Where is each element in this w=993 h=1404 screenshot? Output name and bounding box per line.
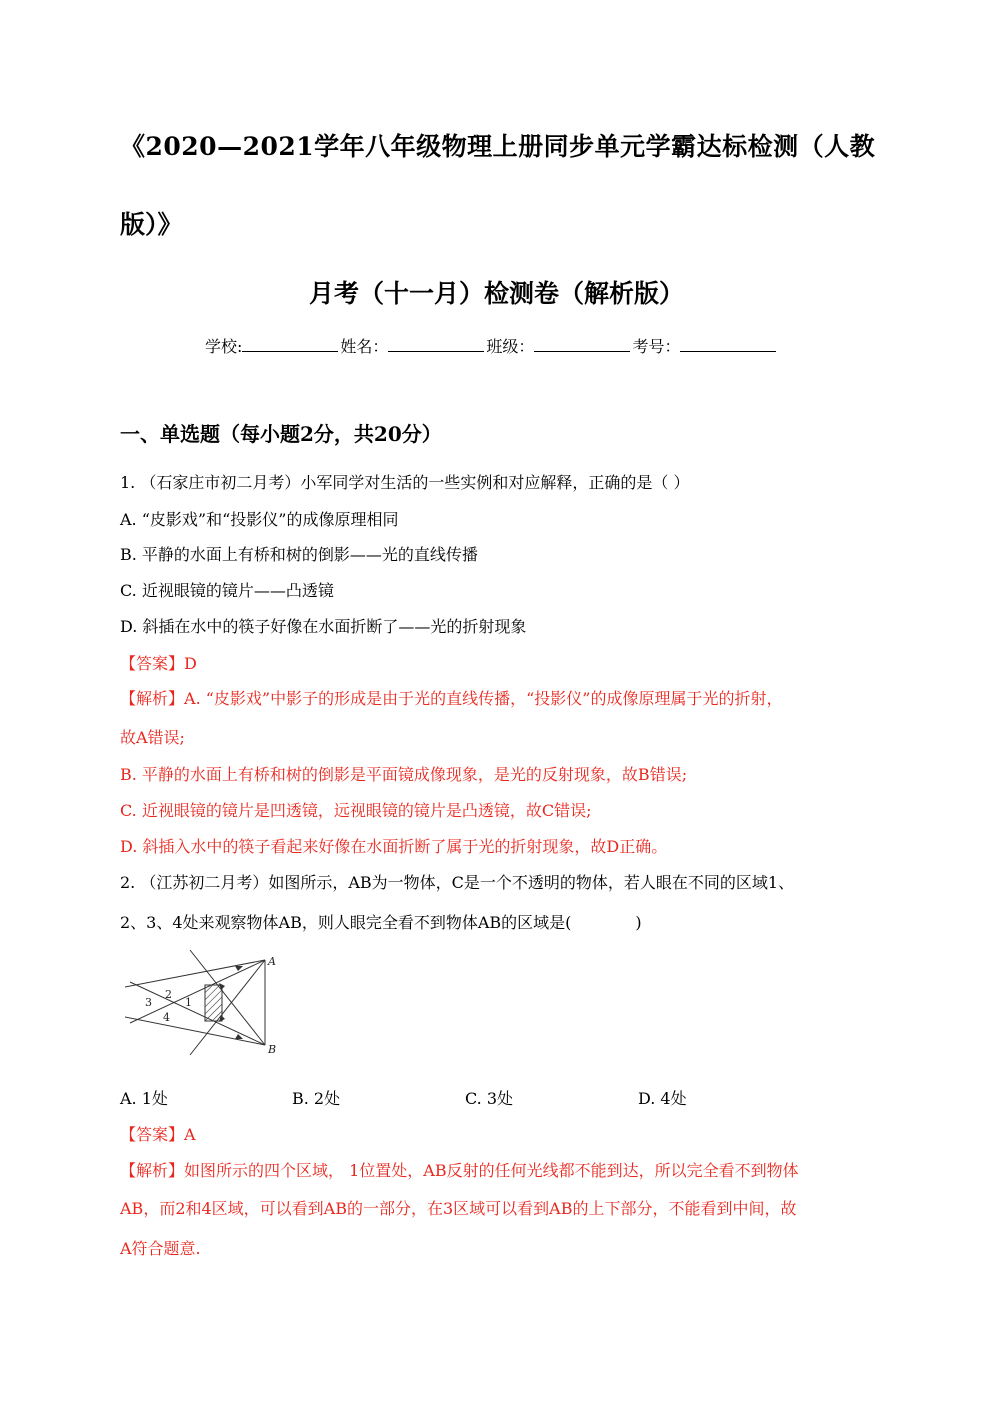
analysis-label: 【解析】	[120, 689, 185, 708]
arrowhead-2	[235, 1034, 243, 1039]
info-fields	[205, 334, 778, 357]
q1-analysis-1	[120, 686, 782, 709]
q2-stem-2-text: 2、3、4处来观察物体AB，则人眼完全看不到物体AB的区域是(	[120, 913, 572, 932]
q2-option-d: D. 4处	[638, 1089, 687, 1108]
q2-stem-1: 2. （江苏初二月考）如图所示，AB为一物体，C是一个不透明的物体，若人眼在不同的区域1、	[120, 873, 795, 892]
exam-subtitle: 月考（十一月）检测卷（解析版）	[308, 279, 684, 308]
document-title-line1: 《2020—2021学年八年级物理上册同步单元学霸达标检测（人教	[120, 132, 876, 161]
q1-analysis-5: D. 斜插入水中的筷子看起来好像在水面折断了属于光的折射现象，故D正确。	[120, 837, 668, 856]
analysis-text: 如图所示的四个区域， 1位置处，AB反射的任何光线都不能到达，所以完全看不到物体	[184, 1161, 799, 1180]
q2-analysis-2: AB，而2和4区域，可以看到AB的一部分，在3区域可以看到AB的上下部分，不能看到中间，故	[120, 1199, 797, 1218]
region-1: 1	[185, 996, 192, 1009]
ray-upper-1	[125, 960, 265, 987]
q1-option-a: A. “皮影戏”和“投影仪”的成像原理相同	[120, 510, 399, 529]
label-b: B	[268, 1043, 277, 1056]
class-blank[interactable]	[534, 337, 630, 352]
q2-stem-2-close: )	[635, 913, 642, 932]
q2-answer	[120, 1122, 196, 1145]
answer-label: 【答案】	[120, 1125, 185, 1144]
ray-cross-1	[190, 950, 265, 1045]
region-3: 3	[145, 996, 152, 1009]
analysis-label: 【解析】	[120, 1161, 185, 1180]
q1-option-d: D. 斜插在水中的筷子好像在水面折断了——光的折射现象	[120, 617, 527, 636]
ray-lower-1	[125, 1017, 265, 1045]
q1-answer	[120, 651, 197, 674]
q2-analysis-1	[120, 1158, 799, 1181]
analysis-text: A. “皮影戏”中影子的形成是由于光的直线传播，“投影仪”的成像原理属于光的折射，	[184, 689, 783, 708]
name-label: 姓名：	[340, 337, 389, 356]
q1-analysis-4: C. 近视眼镜的镜片是凹透镜，远视眼镜的镜片是凸透镜，故C错误;	[120, 801, 592, 820]
number-blank[interactable]	[680, 337, 776, 352]
q2-analysis-3: A符合题意.	[120, 1239, 201, 1258]
q1-analysis-3: B. 平静的水面上有桥和树的倒影是平面镜成像现象，是光的反射现象，故B错误;	[120, 765, 688, 784]
q2-option-b: B. 2处	[292, 1089, 341, 1108]
document-title-line2: 版）》	[120, 210, 183, 239]
q2-option-a: A. 1处	[120, 1089, 168, 1108]
number-label: 考号：	[632, 337, 681, 356]
name-blank[interactable]	[388, 337, 484, 352]
label-a: A	[268, 955, 276, 968]
q1-option-b: B. 平静的水面上有桥和树的倒影——光的直线传播	[120, 545, 478, 564]
q1-option-c: C. 近视眼镜的镜片——凸透镜	[120, 581, 334, 600]
region-4: 4	[163, 1011, 170, 1024]
opaque-object-c	[205, 985, 222, 1021]
school-label: 学校:	[205, 337, 243, 356]
arrowhead-1	[235, 966, 243, 971]
school-blank[interactable]	[242, 337, 338, 352]
ray-cross-2	[190, 960, 265, 1055]
q1-stem: 1. （石家庄市初二月考）小军同学对生活的一些实例和对应解释，正确的是（ ）	[120, 473, 690, 492]
class-label: 班级：	[486, 337, 535, 356]
answer-value: D	[184, 654, 197, 673]
section-title: 一、单选题（每小题2分，共20分）	[120, 422, 442, 446]
q2-option-c: C. 3处	[465, 1089, 514, 1108]
answer-value: A	[184, 1125, 196, 1144]
region-2: 2	[165, 988, 172, 1001]
answer-label: 【答案】	[120, 654, 185, 673]
q1-analysis-2: 故A错误;	[120, 728, 185, 747]
optics-figure	[125, 945, 295, 1060]
q2-stem-2	[120, 910, 642, 933]
